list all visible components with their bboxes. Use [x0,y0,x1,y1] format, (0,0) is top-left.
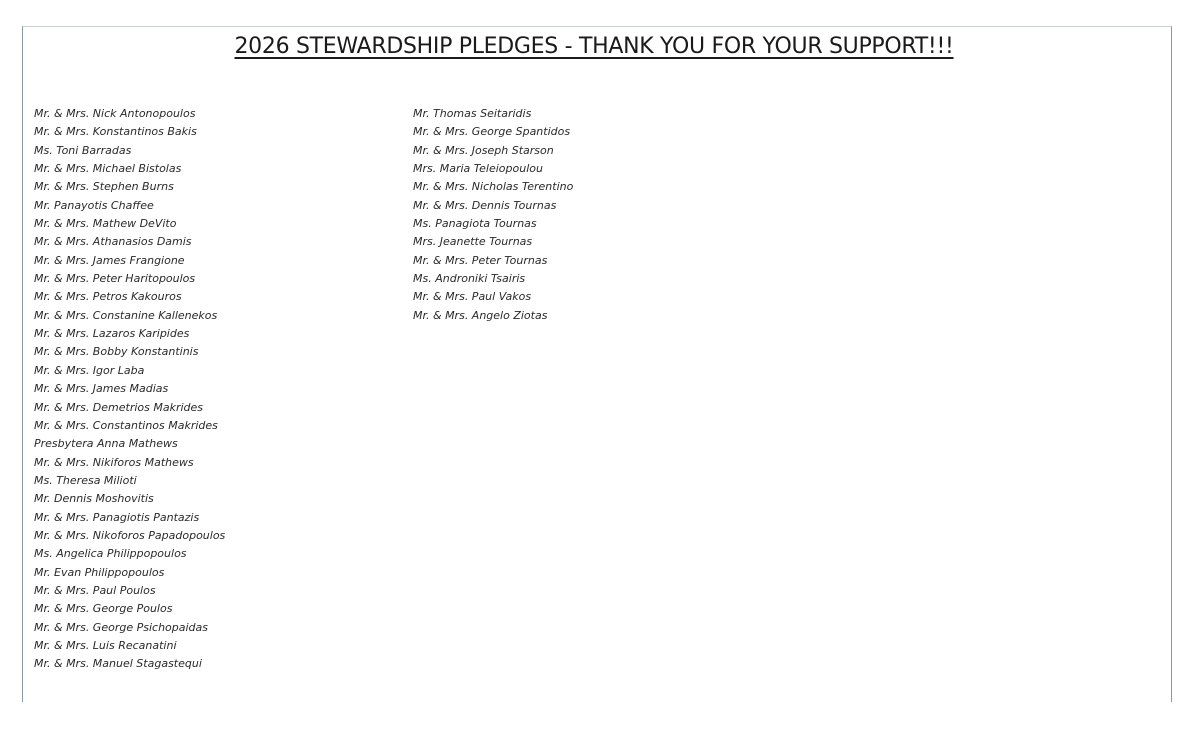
pledge-name: Mr. & Mrs. Manuel Stagastequi [34,657,202,671]
pledge-name: Mr. Thomas Seitaridis [413,107,532,120]
pledge-name: Mrs. Jeanette Tournas [413,235,533,249]
pledge-name: Mr. & Mrs. Petros Kakouros [34,290,182,304]
pledge-name: Mr. & Mrs. Dennis Tournas [413,198,557,212]
pledge-name: Mr. & Mrs. George Poulos [34,602,173,616]
pledge-name: Mr. Evan Philippopoulos [34,565,165,579]
pledge-list-left [34,105,225,674]
pledge-name: Mr. & Mrs. Paul Poulos [34,583,156,597]
pledge-name: Mr. & Mrs. Joseph Starson [413,143,554,157]
pledge-name: Mr. & Mrs. Mathew DeVito [34,217,177,231]
pledge-name: Mr. & Mrs. Panagiotis Pantazis [34,510,200,524]
pledge-name: Mr. & Mrs. Angelo Ziotas [413,308,548,322]
pledge-name: Mr. Panayotis Chaffee [34,198,154,212]
pledge-name: Mr. & Mrs. Konstantinos Bakis [34,125,197,139]
pledge-name: Mr. & Mrs. George Psichopaidas [34,620,209,634]
pledge-list-right [413,105,573,325]
pledge-name: Ms. Angelica Philippopoulos [34,547,187,561]
pledge-name: Mr. & Mrs. Lazaros Karipides [34,327,190,341]
pledge-name: Mr. & Mrs. Paul Vakos [413,290,532,304]
pledge-name: Mr. & Mrs. Nikoforos Papadopoulos [34,528,226,542]
pledge-name: Mr. & Mrs. Athanasios Damis [34,235,192,249]
pledge-name: Ms. Panagiota Tournas [413,217,537,231]
pledge-name: Mr. Dennis Moshovitis [34,492,154,506]
pledge-name: Mr. & Mrs. Nick Antonopoulos [34,107,196,120]
pledge-name: Ms. Androniki Tsairis [413,272,526,286]
pledge-name: Mr. & Mrs. George Spantidos [413,125,571,139]
pledge-name: Mr. & Mrs. Constantinos Makrides [34,418,218,432]
pledge-name: Mr. & Mrs. Bobby Konstantinis [34,345,199,359]
pledge-name: Mr. & Mrs. Peter Tournas [413,253,548,267]
pledge-name: Mrs. Maria Teleiopoulou [413,162,543,176]
pledge-name: Mr. & Mrs. Stephen Burns [34,180,174,194]
pledge-name: Mr. & Mrs. Michael Bistolas [34,162,182,176]
pledge-name: Ms. Toni Barradas [34,143,132,157]
pledge-name: Ms. Theresa Milioti [34,473,137,487]
pledge-name: Mr. & Mrs. Demetrios Makrides [34,400,204,414]
pledge-name: Mr. & Mrs. Igor Laba [34,363,145,377]
pledge-name: Mr. & Mrs. Constanine Kallenekos [34,308,218,322]
pledge-name: Mr. & Mrs. Peter Haritopoulos [34,272,196,286]
pledge-name: Mr. & Mrs. Nikiforos Mathews [34,455,194,469]
page-title: 2026 STEWARDSHIP PLEDGES - THANK YOU FOR YOUR SUPPORT!!! [234,34,954,59]
pledge-name: Mr. & Mrs. James Madias [34,382,169,396]
pledge-name: Mr. & Mrs. James Frangione [34,253,185,267]
pledge-name: Presbytera Anna Mathews [34,437,178,451]
pledge-name: Mr. & Mrs. Nicholas Terentino [413,180,574,194]
pledge-name: Mr. & Mrs. Luis Recanatini [34,638,177,652]
